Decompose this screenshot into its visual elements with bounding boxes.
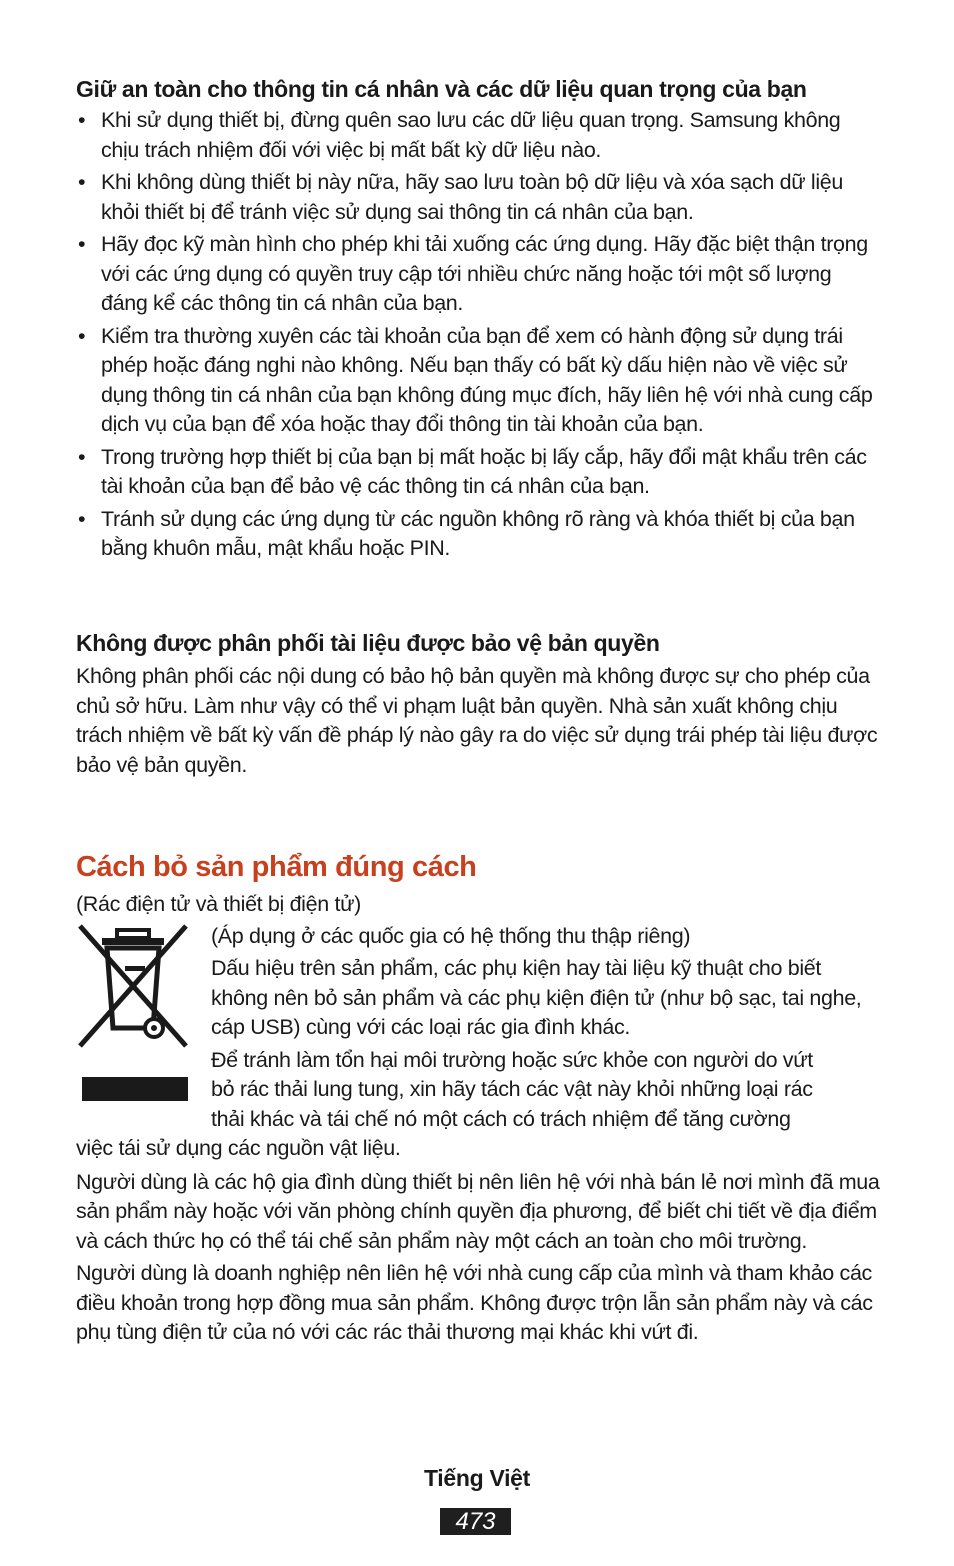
list-item: • Tránh sử dụng các ứng dụng từ các nguồn không rõ ràng và khóa thiết bị của bạn bằng khuôn mẫu, mật khẩu hoặc PIN. [78,506,855,560]
bullet-list-personal-data [76,106,882,564]
section-personal-data [76,74,882,567]
copyright-paragraph: Không phân phối các nội dung có bảo hộ bản quyền mà không được sự cho phép của chủ sở hữu. Làm như vậy có thể vi phạm luật bản quyền. Nhà sản xuất không chịu trách nhiệm về bất kỳ vấn đề pháp lý nào gây ra do việc sử dụng trái phép tài liệu được bảo vệ bản quyền. [76,664,878,777]
list-item: • Khi không dùng thiết bị này nữa, hãy sao lưu toàn bộ dữ liệu và xóa sạch dữ liệu khỏi thiết bị để tránh việc sử dụng sai thông tin cá nhân của bạn. [78,170,843,224]
weee-block [76,922,882,1164]
list-item: • Trong trường hợp thiết bị của bạn bị mất hoặc bị lấy cắp, hãy đổi mật khẩu trên các tài khoản của bạn để bảo vệ các thông tin cá nhân của bạn. [78,444,867,498]
bullet-glyph: • [78,108,86,132]
avoid-paragraph: Để tránh làm tổn hại môi trường hoặc sức khỏe con người do vứt bỏ rác thải lung tung, xin hãy tách các vật này khỏi những loại rác thải khác và tái chế nó một cách có trách nhiệm để tăng cường việc tái sử dụng các nguồn vật liệu. [76,1047,813,1160]
bullet-glyph: • [78,323,86,348]
bullet-glyph: • [78,170,86,194]
list-item: • Hãy đọc kỹ màn hình cho phép khi tải xuống các ứng dụng. Hãy đặc biệt thận trọng với các ứng dụng có quyền truy cập tới nhiều chức năng hoặc tới một số lượng đáng kể các thông tin cá nhân của bạn. [78,232,868,315]
household-paragraph: Người dùng là các hộ gia đình dùng thiết bị nên liên hệ với nhà bán lẻ nơi mình đã mua sản phẩm này hoặc với văn phòng chính quyền địa phương, để biết chi tiết về địa điểm và cách thức họ có thể tái chế sản phẩm này một cách an toàn cho môi trường. [76,1169,880,1253]
section-heading-disposal: Cách bỏ sản phẩm đúng cách [76,851,477,883]
section-disposal [76,848,882,1348]
bullet-glyph: • [78,444,86,469]
section-heading-personal-data: Giữ an toàn cho thông tin cá nhân và các dữ liệu quan trọng của bạn [76,76,807,102]
weee-crossed-bin-icon [76,922,190,1112]
section-copyright [76,628,882,780]
section-heading-copyright: Không được phân phối tài liệu được bảo vệ bản quyền [76,630,660,656]
disposal-subtitle: (Rác điện tử và thiết bị điện tử) [76,892,361,916]
mark-paragraph: Dấu hiệu trên sản phẩm, các phụ kiện hay tài liệu kỹ thuật cho biết không nên bỏ sản phẩm và các phụ kiện điện tử (như bộ sạc, tai nghe, cáp USB) cùng với các loại rác gia đình khác. [211,956,862,1039]
bullet-glyph: • [78,232,86,256]
list-item: • Kiểm tra thường xuyên các tài khoản của bạn để xem có hành động sử dụng trái phép hoặc đáng nghi nào không. Nếu bạn thấy có bất kỳ dấu hiện nào về việc sử dụng thông tin cá nhân của bạn không đúng mục đích, hãy liên hệ với nhà cung cấp dịch vụ của bạn để xóa hoặc thay đổi thông tin tài khoản của bạn. [78,323,873,436]
page-number: 473 [440,1508,511,1535]
bullet-glyph: • [78,506,86,531]
footer-language: Tiếng Việt [423,1465,531,1491]
list-item: • Khi sử dụng thiết bị, đừng quên sao lưu các dữ liệu quan trọng. Samsung không chịu trách nhiệm đối với việc bị mất bất kỳ dữ liệu nào. [78,108,841,162]
applies-note: (Áp dụng ở các quốc gia có hệ thống thu thập riêng) [211,923,691,948]
business-paragraph: Người dùng là doanh nghiệp nên liên hệ với nhà cung cấp của mình và tham khảo các điều khoản trong hợp đồng mua sản phẩm. Không được trộn lẫn sản phẩm này và các phụ tùng điện tử của nó với các rác thải thương mại khác khi vứt đi. [76,1261,873,1344]
